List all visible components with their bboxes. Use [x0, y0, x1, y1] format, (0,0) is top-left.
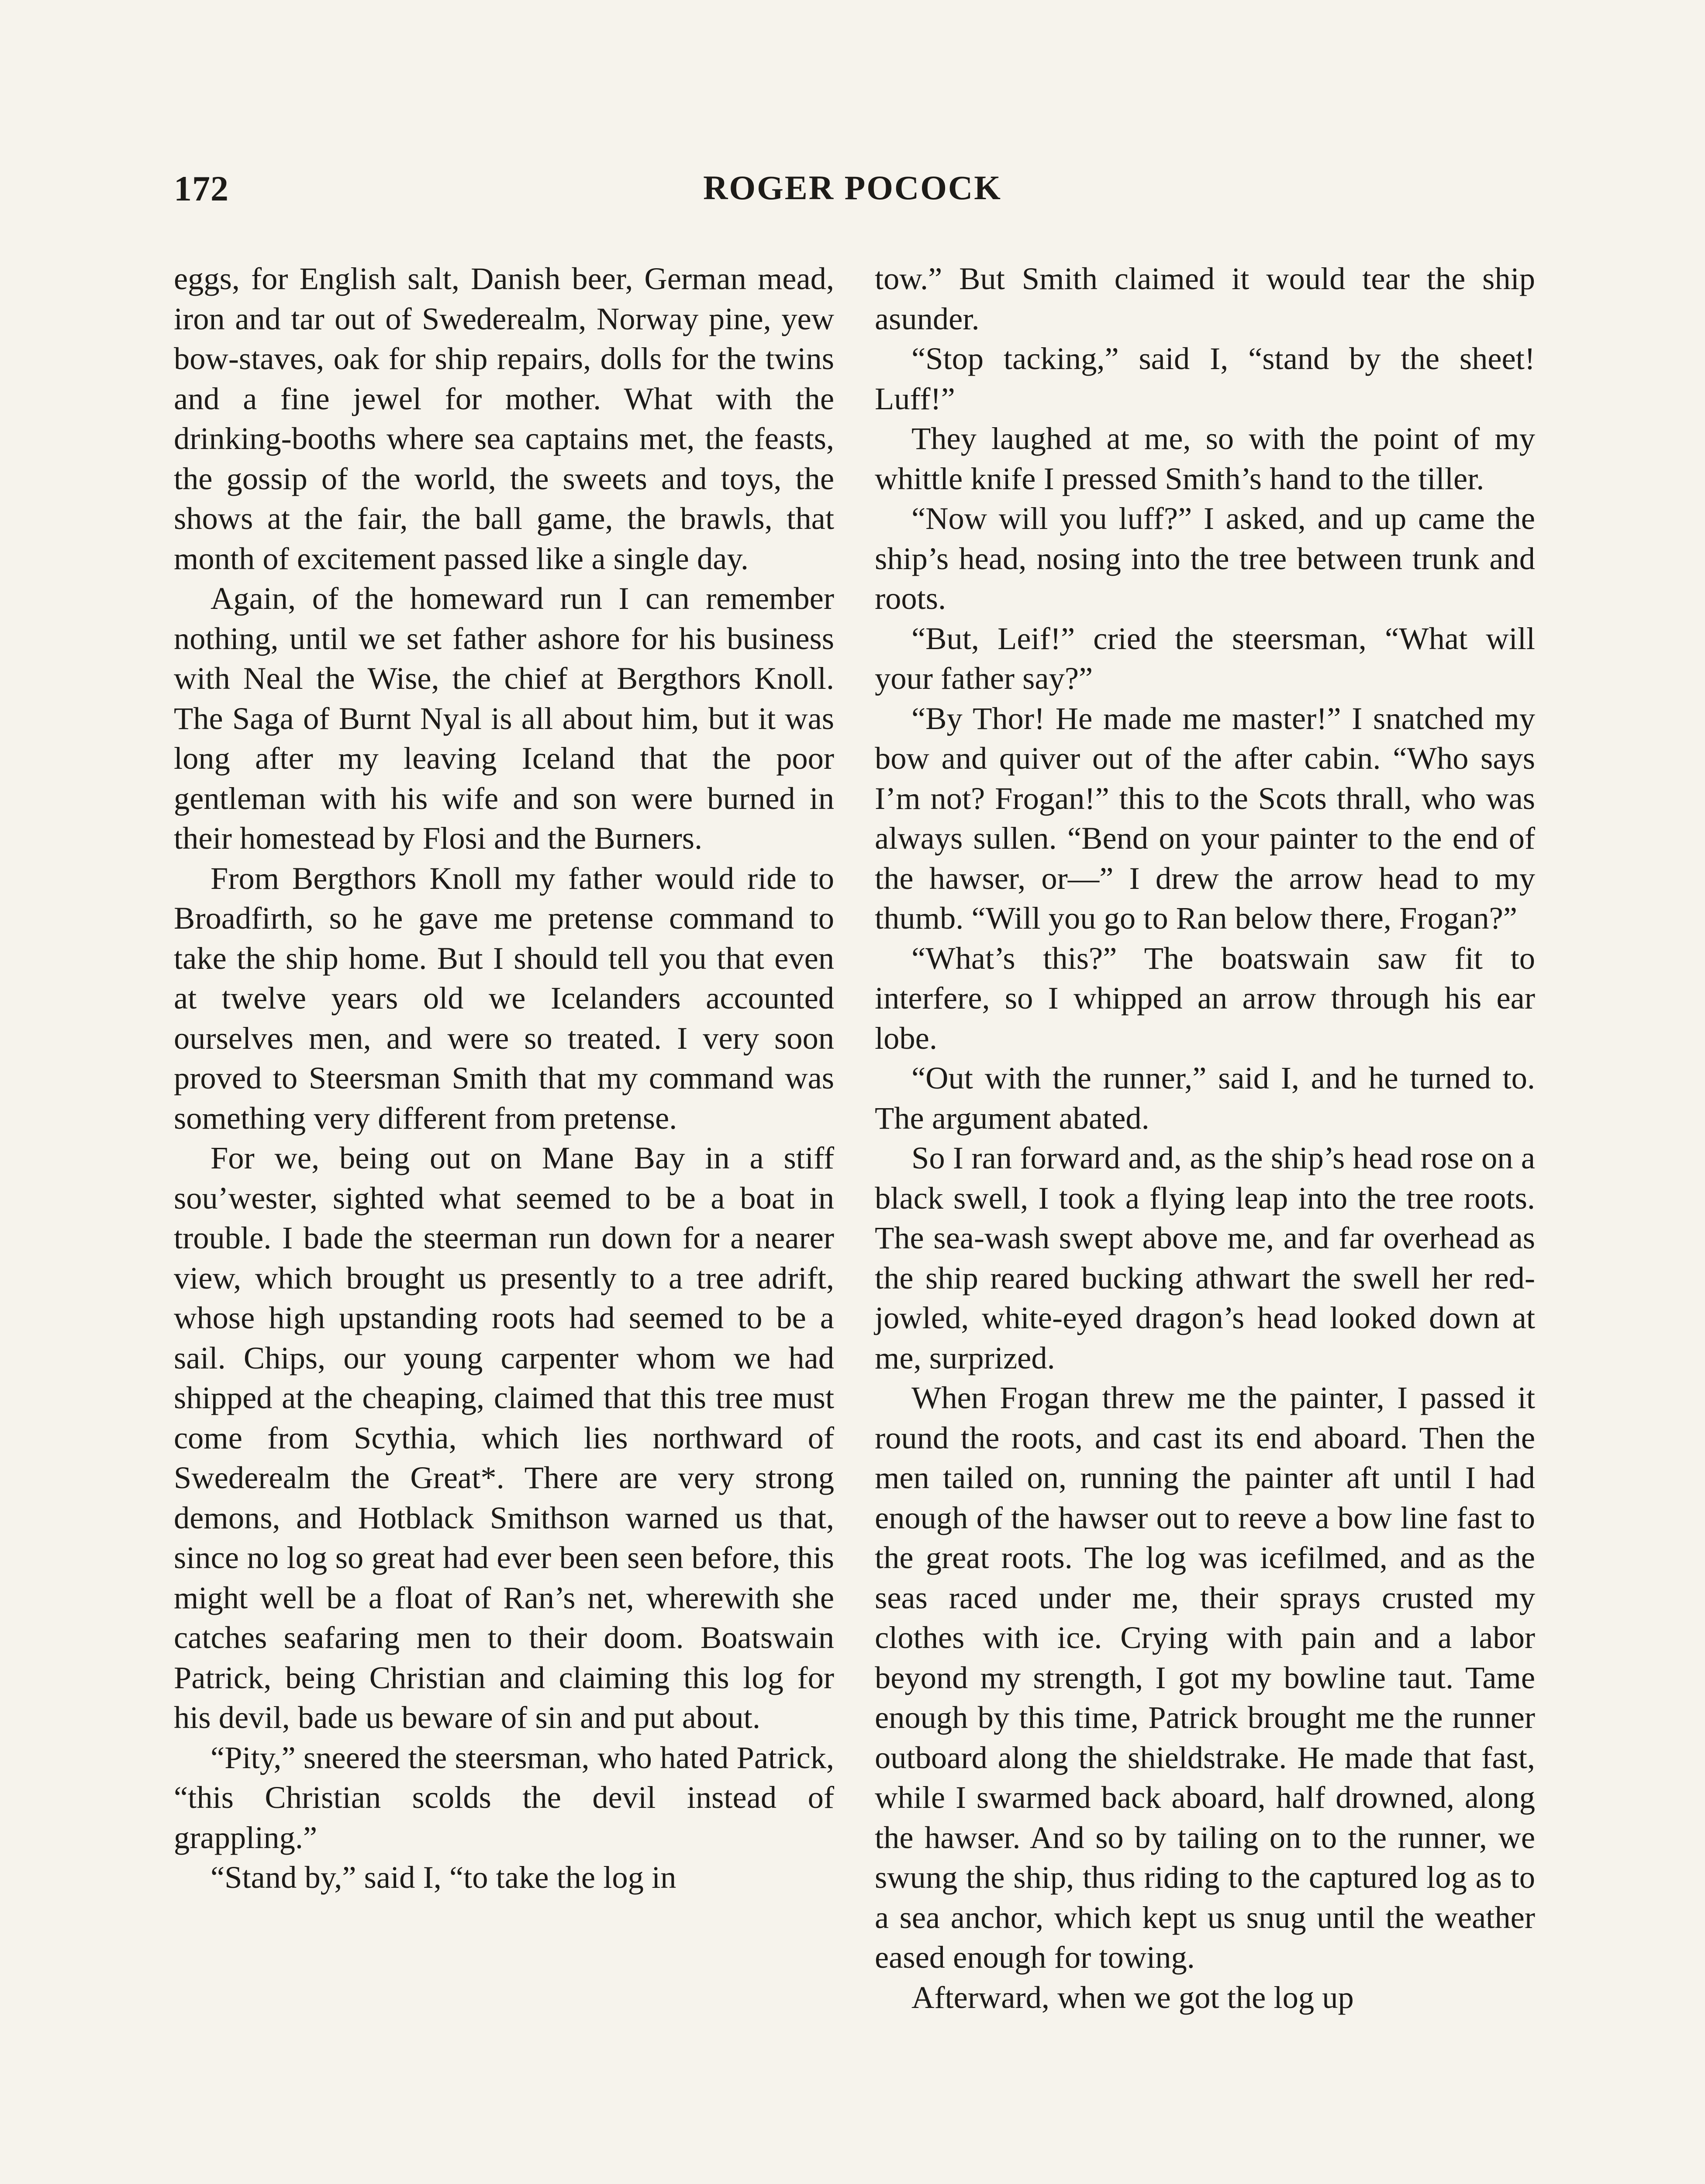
paragraph: Again, of the homeward run I can remember nothing, until we set father ashore for his business with Neal the Wise, the chief at Bergthors Knoll. The Saga of Burnt Nyal is all about him, but it was long after my leaving Iceland that the poor gentleman with his wife and son were burned in their homestead by Flosi and the Burners.	[174, 581, 834, 856]
paragraph: “Stand by,” said I, “to take the log in	[211, 1859, 676, 1895]
paragraph: “What’s this?” The boatswain saw fit to interfere, so I whipped an arrow through his ear lobe.	[875, 940, 1535, 1056]
paragraph: “Now will you luff?” I asked, and up came the ship’s head, nosing into the tree between trunk and roots.	[875, 501, 1535, 616]
left-column	[174, 259, 834, 1897]
running-head: ROGER POCOCK	[703, 169, 1002, 207]
right-column	[875, 259, 1535, 2017]
paragraph: When Frogan threw me the painter, I passed it round the roots, and cast its end aboard. Then the men tailed on, running the painter aft until I had enough of the hawser out to reeve a bow line fast to the great roots. The log was icefilmed, and as the seas raced under me, their sprays crusted my clothes with ice. Crying with pain and a labor beyond my strength, I got my bowline taut. Tame enough by this time, Patrick brought me the runner outboard along the shieldstrake. He made that fast, while I swarmed back aboard, half drowned, along the hawser. And so by tailing on to the runner, we swung the ship, thus riding to the captured log as to a sea anchor, which kept us snug until the weather eased enough for towing.	[875, 1380, 1535, 1975]
paragraph: Afterward, when we got the log up	[911, 1979, 1354, 2015]
paragraph: “But, Leif!” cried the steersman, “What will your father say?”	[875, 620, 1535, 696]
page-header	[0, 168, 1705, 221]
paragraph: tow.” But Smith claimed it would tear the ship asunder.	[875, 261, 1535, 336]
paragraph: For we, being out on Mane Bay in a stiff sou’wester, sighted what seemed to be a boat in trouble. I bade the steerman run down for a nearer view, which brought us presently to a tree adrift, whose high upstanding roots had seemed to be a sail. Chips, our young carpenter whom we had shipped at the cheaping, claimed that this tree must come from Scythia, which lies northward of Swederealm the Great*. There are very strong demons, and Hotblack Smithson warned us that, since no log so great had ever been seen before, this might well be a float of Ran’s net, wherewith she catches seafaring men to their doom. Boatswain Patrick, being Christian and claiming this log for his devil, bade us beware of sin and put about.	[174, 1140, 834, 1735]
paragraph: “Stop tacking,” said I, “stand by the sheet! Luff!”	[875, 341, 1535, 416]
paragraph: They laughed at me, so with the point of my whittle knife I pressed Smith’s hand to the tiller.	[875, 421, 1535, 496]
paragraph: “Out with the runner,” said I, and he turned to. The argument abated.	[875, 1060, 1535, 1136]
paragraph: “By Thor! He made me master!” I snatched my bow and quiver out of the after cabin. “Who says I’m not? Frogan!” this to the Scots thrall, who was always sullen. “Bend on your painter to the end of the hawser, or—” I drew the arrow head to my thumb. “Will you go to Ran below there, Frogan?”	[875, 700, 1535, 936]
page-number: 172	[174, 169, 229, 208]
paragraph: From Bergthors Knoll my father would ride to Broadfirth, so he gave me pretense command to take the ship home. But I should tell you that even at twelve years old we Icelanders accounted ourselves men, and were so treated. I very soon proved to Steersman Smith that my command was something very different from pretense.	[174, 860, 834, 1136]
paragraph: eggs, for English salt, Danish beer, German mead, iron and tar out of Swederealm, Norway pine, yew bow-staves, oak for ship repairs, dolls for the twins and a fine jewel for mother. What with the drinking-booths where sea captains met, the feasts, the gossip of the world, the sweets and toys, the shows at the fair, the ball game, the brawls, that month of excitement passed like a single day.	[174, 261, 834, 576]
paragraph: So I ran forward and, as the ship’s head rose on a black swell, I took a flying leap into the tree roots. The sea-wash swept above me, and far overhead as the ship reared bucking athwart the swell her red-jowled, white-eyed dragon’s head looked down at me, surprized.	[875, 1140, 1535, 1375]
paragraph: “Pity,” sneered the steersman, who hated Patrick, “this Christian scolds the devil instead of grappling.”	[174, 1739, 834, 1855]
